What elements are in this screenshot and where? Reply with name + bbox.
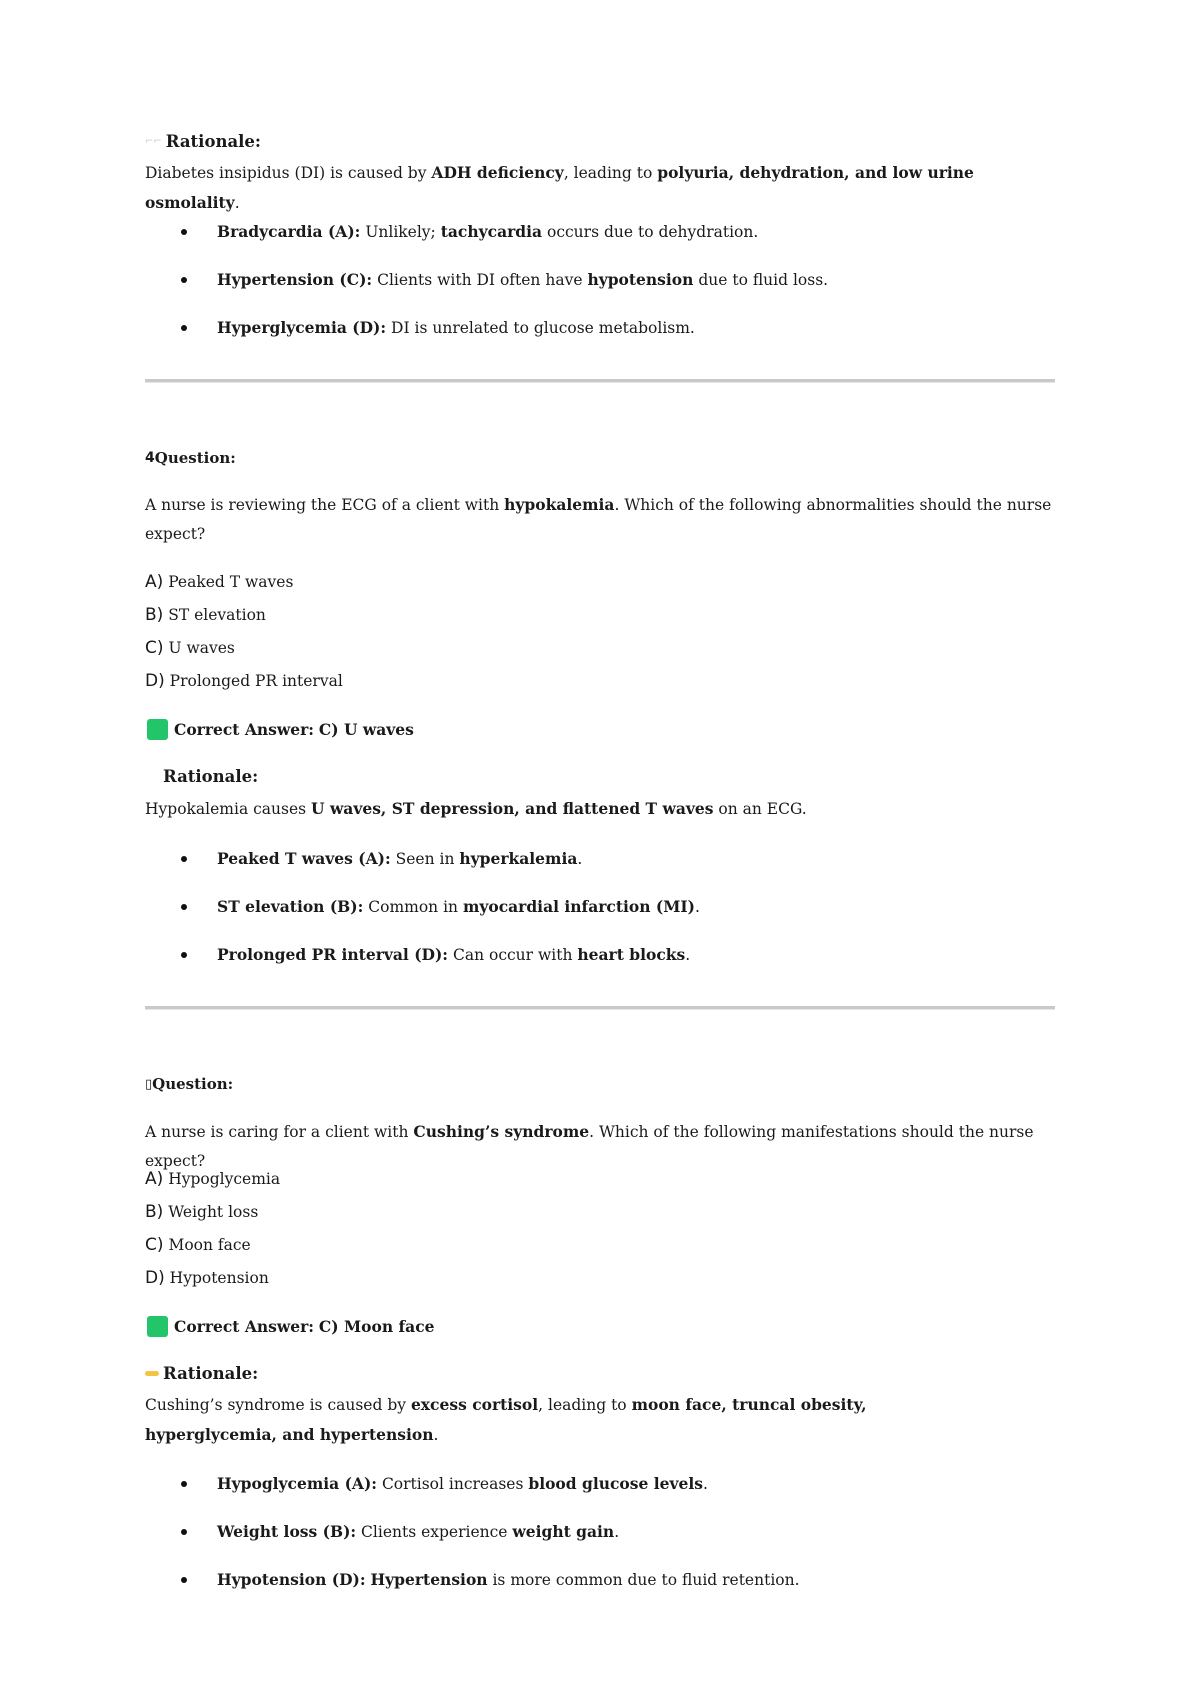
question-heading: 4 Question: xyxy=(145,449,236,467)
question-heading: ▯ Question: xyxy=(145,1075,234,1093)
bullet-dot xyxy=(181,277,187,283)
bullet-dot xyxy=(181,952,187,958)
question-stem: A nurse is reviewing the ECG of a client with hypokalemia. Which of the following abnormalities should the nurse expect? xyxy=(145,495,1052,543)
rationale-heading: Rationale: xyxy=(145,1364,1055,1383)
rationale-intro: Diabetes insipidus (DI) is caused by ADH deficiency, leading to polyuria, dehydration, and low urine osmolality. xyxy=(145,163,974,212)
question-stem: A nurse is caring for a client with Cushing’s syndrome. Which of the following manifestations should the nurse expect? xyxy=(145,1122,1034,1170)
correct-answer: Correct Answer: C) U waves xyxy=(147,719,414,740)
answer-option: D) Prolonged PR interval xyxy=(145,671,343,691)
bullet-dot xyxy=(181,229,187,235)
bullet-dot xyxy=(181,325,187,331)
rationale-intro: Cushing’s syndrome is caused by excess cortisol, leading to moon face, truncal obesity, hyperglycemia, and hypertension. xyxy=(145,1395,867,1444)
bullet-dot xyxy=(181,1529,187,1535)
answer-option: C) Moon face xyxy=(145,1235,251,1255)
keycap-5-icon: ▯ xyxy=(145,1076,153,1092)
answer-option: C) U waves xyxy=(145,638,235,658)
keycap-4-icon: 4 xyxy=(145,450,155,466)
rationale-intro: Hypokalemia causes U waves, ST depression, and flattened T waves on an ECG. xyxy=(145,799,807,818)
answer-option: B) ST elevation xyxy=(145,605,266,625)
bullet-dot xyxy=(181,904,187,910)
rationale-heading: ⌐⌐ Rationale: xyxy=(145,132,261,151)
check-square-icon xyxy=(147,1316,168,1337)
correct-answer: Correct Answer: C) Moon face xyxy=(147,1316,435,1337)
section-divider xyxy=(145,1006,1055,1010)
answer-option: D) Hypotension xyxy=(145,1268,269,1288)
page-curl-icon: ⌐⌐ xyxy=(145,136,162,147)
bullet-dot xyxy=(181,856,187,862)
answer-option: A) Hypoglycemia xyxy=(145,1169,281,1189)
bullet-dot xyxy=(181,1481,187,1487)
check-square-icon xyxy=(147,719,168,740)
answer-option: A) Peaked T waves xyxy=(145,572,294,592)
section-divider xyxy=(145,379,1055,383)
bullet-dot xyxy=(181,1577,187,1583)
rationale-heading: Rationale: xyxy=(163,767,259,786)
answer-option: B) Weight loss xyxy=(145,1202,259,1222)
pencil-icon xyxy=(145,1371,159,1376)
